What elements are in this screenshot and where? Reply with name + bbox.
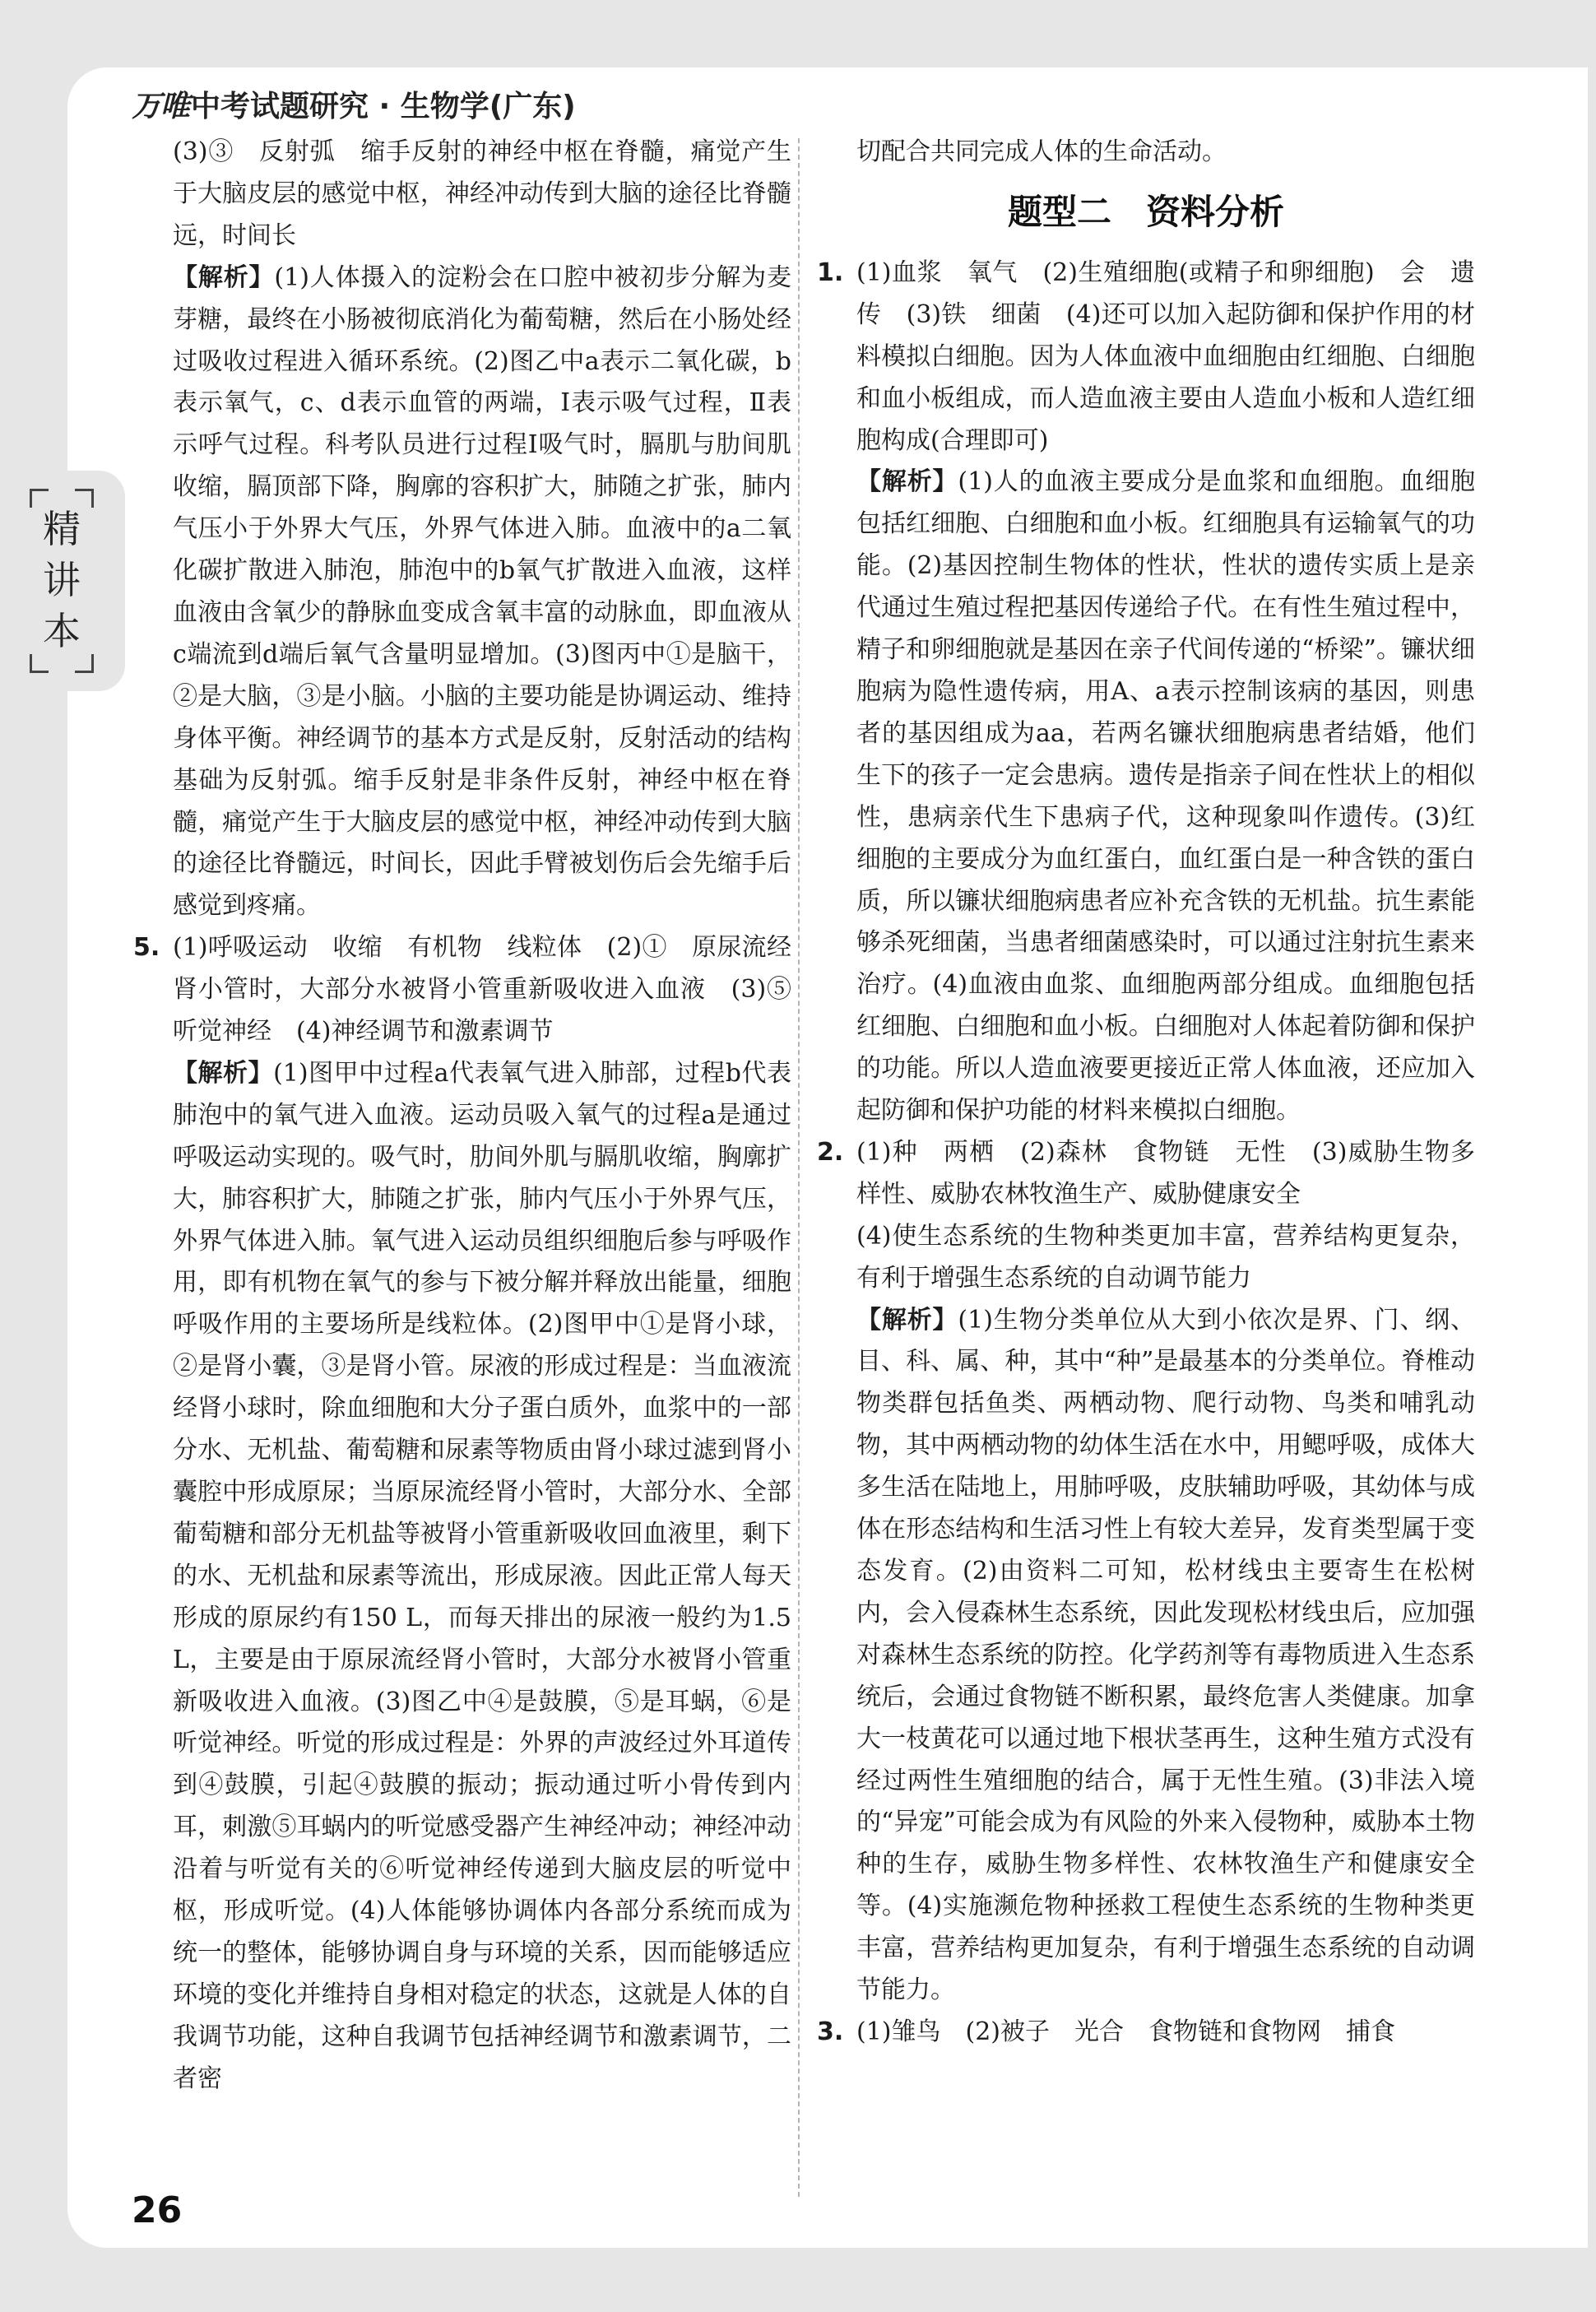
answer-q3: [817, 2012, 1475, 2054]
analysis-q1-text: (1)人的血液主要成分是血浆和血细胞。血细胞包括红细胞、白细胞和血小板。红细胞具有运输氧气的功能。(2)基因控制生物体的性状，性状的遗传实质上是亲代通过生殖过程把基因传递给子代。在有性生殖过程中，精子和卵细胞就是基因在亲子代间传递的“桥梁”。镰状细胞病为隐性遗传病，用A、a表示控制该病的基因，则患者的基因组成为aa，若两名镰状细胞病患者结婚，他们生下的孩子一定会患病。遗传是指亲子间在性状上的相似性，患病亲代生下患病子代，这种现象叫作遗传。(3)红细胞的主要成分为血红蛋白，血红蛋白是一种含铁的蛋白质，所以镰状细胞病患者应补充含铁的无机盐。抗生素能够杀死细菌，当患者细菌感染时，可以通过注射抗生素来治疗。(4)血液由血浆、血细胞两部分组成。血细胞包括红细胞、白细胞和血小板。白细胞对人体起着防御和保护的功能。所以人造血液要更接近正常人体血液，还应加入起防御和保护功能的材料来模拟白细胞。: [856, 467, 1476, 1126]
analysis-label: 【解析】: [856, 1305, 958, 1335]
left-column: [133, 132, 816, 2101]
continuation-text: 切配合共同完成人体的生命活动。: [856, 137, 1227, 166]
brand-logo: 万唯: [132, 90, 190, 123]
running-header: [132, 82, 576, 132]
side-tab: [0, 471, 125, 691]
analysis-q1: [817, 462, 1475, 1132]
answer-q2-cont: (4)使生态系统的生物种类更加丰富，营养结构更复杂，有利于增强生态系统的自动调节能力: [856, 1221, 1475, 1293]
analysis-q5-text: (1)图甲中过程a代表氧气进入肺部，过程b代表肺泡中的氧气进入血液。运动员吸入氧气的过程a是通过呼吸运动实现的。吸气时，肋间外肌与膈肌收缩，胸廓扩大，肺容积扩大，肺随之扩张，肺内气压小于外界气压，外界气体进入肺。氧气进入运动员组织细胞后参与呼吸作用，即有机物在氧气的参与下被分解并释放出能量，细胞呼吸作用的主要场所是线粒体。(2)图甲中①是肾小球，②是肾小囊，③是肾小管。尿液的形成过程是：当血液流经肾小球时，除血细胞和大分子蛋白质外，血浆中的一部分水、无机盐、葡萄糖和尿素等物质由肾小球过滤到肾小囊腔中形成原尿；当原尿流经肾小管时，大部分水、全部葡萄糖和部分无机盐等被肾小管重新吸收回血液里，剩下的水、无机盐和尿素等流出，形成尿液。因此正常人每天形成的原尿约有150 L，而每天排出的尿液一般约为1.5 L，主要是由于原尿流经肾小管时，大部分水被肾小管重新吸收进入血液。(3)图乙中④是鼓膜，⑤是耳蜗，⑥是听觉神经。听觉的形成过程是：外界的声波经过外耳道传到④鼓膜，引起④鼓膜的振动；振动通过听小骨传到内耳，刺激⑤耳蜗内的听觉感受器产生神经冲动；神经冲动沿着与听觉有关的⑥听觉神经传递到大脑皮层的听觉中枢，形成听觉。(4)人体能够协调体内各部分系统而成为统一的整体，能够协调自身与环境的关系，因而能够适应环境的变化并维持自身相对稳定的状态，这就是人体的自我调节功能，这种自我调节包括神经调节和激素调节，二者密: [173, 1058, 792, 2093]
analysis-q4-text: (1)人体摄入的淀粉会在口腔中被初步分解为麦芽糖，最终在小肠被彻底消化为葡萄糖，然后在小肠处经过吸收过程进入循环系统。(2)图乙中a表示二氧化碳，b表示氧气，c、d表示血管的两端，Ⅰ表示吸气过程，Ⅱ表示呼气过程。科考队员进行过程Ⅰ吸气时，膈肌与肋间肌收缩，膈顶部下降，胸廓的容积扩大，肺随之扩张，肺内气压小于外界大气压，外界气体进入肺。血液中的a二氧化碳扩散进入肺泡，肺泡中的b氧气扩散进入血液，这样血液由含氧少的静脉血变成含氧丰富的动脉血，即血液从c端流到d端后氧气含量明显增加。(3)图丙中①是脑干，②是大脑，③是小脑。小脑的主要功能是协调运动、维持身体平衡。神经调节的基本方式是反射，反射活动的结构基础为反射弧。缩手反射是非条件反射，神经中枢在脊髓，痛觉产生于大脑皮层的感觉中枢，神经冲动传到大脑的途径比脊髓远，时间长，因此手臂被划伤后会先缩手后感觉到疼痛。: [173, 262, 792, 921]
analysis-label: 【解析】: [173, 262, 275, 292]
answer-q2: [817, 1132, 1475, 1216]
analysis-q2-text: (1)生物分类单位从大到小依次是界、门、纲、目、科、属、种，其中“种”是最基本的分类单位。脊椎动物类群包括鱼类、两栖动物、爬行动物、鸟类和哺乳动物，其中两栖动物的幼体生活在水中，用鳃呼吸，成体大多生活在陆地上，用肺呼吸，皮肤辅助呼吸，其幼体与成体在形态结构和生活习性上有较大差异，发育类型属于变态发育。(2)由资料二可知，松材线虫主要寄生在松树内，会入侵森林生态系统，因此发现松材线虫后，应加强对森林生态系统的防控。化学药剂等有毒物质进入生态系统后，会通过食物链不断积累，最终危害人类健康。加拿大一枝黄花可以通过地下根状茎再生，这种生殖方式没有经过两性生殖细胞的结合，属于无性生殖。(3)非法入境的“异宠”可能会成为有风险的外来入侵物种，威胁本土物种的生存，威胁生物多样性、农林牧渔生产和健康安全等。(4)实施濒危物种拯救工程使生态系统的生物种类更丰富，营养结构更加复杂，有利于增强生态系统的自动调节能力。: [856, 1305, 1476, 2005]
question-number: 3.: [817, 2017, 844, 2046]
analysis-label: 【解析】: [173, 1058, 274, 1088]
analysis-q2: [817, 1300, 1475, 2012]
column-divider: [798, 138, 800, 2197]
question-number: 5.: [133, 933, 160, 963]
analysis-q5: [133, 1053, 791, 2101]
right-column: [817, 132, 1475, 2054]
side-tab-label: 精 讲 本: [43, 507, 81, 653]
answer-q1-text: (1)血浆 氧气 (2)生殖细胞(或精子和卵细胞) 会 遗传 (3)铁 细菌 (4)还可以加入起防御和保护作用的材料模拟白细胞。因为人体血液中血细胞由红细胞、白细胞和血小板组成，而人造血液主要由人造血小板和人造红细胞构成(合理即可): [856, 258, 1475, 455]
question-number: 2.: [817, 1137, 844, 1167]
answer-q1: [817, 253, 1475, 462]
analysis-label: 【解析】: [856, 467, 958, 497]
answer-q5: [133, 927, 816, 1053]
page-number: 26: [132, 2189, 183, 2231]
analysis-q4: [133, 258, 791, 928]
answer-q3-text: (1)雏鸟 (2)被子 光合 食物链和食物网 捕食: [856, 2017, 1395, 2046]
answer-q5-text: (1)呼吸运动 收缩 有机物 线粒体 (2)① 原尿流经肾小管时，大部分水被肾小管重新吸收进入血液 (3)⑤ 听觉神经 (4)神经调节和激素调节: [173, 933, 816, 1047]
question-number: 1.: [817, 258, 844, 287]
answer-q4-part3: (3)③ 反射弧 缩手反射的神经中枢在脊髓，痛觉产生于大脑皮层的感觉中枢，神经冲动传到大脑的途径比脊髓远，时间长: [173, 137, 791, 250]
section-title: 题型二 资料分析: [1007, 191, 1284, 232]
book-title: 中考试题研究 · 生物学(广东): [191, 90, 576, 123]
side-tab-frame: [30, 489, 94, 673]
answer-q2-text: (1)种 两栖 (2)森林 食物链 无性 (3)威胁生物多样性、威胁农林牧渔生产、威胁健康安全: [856, 1137, 1475, 1209]
